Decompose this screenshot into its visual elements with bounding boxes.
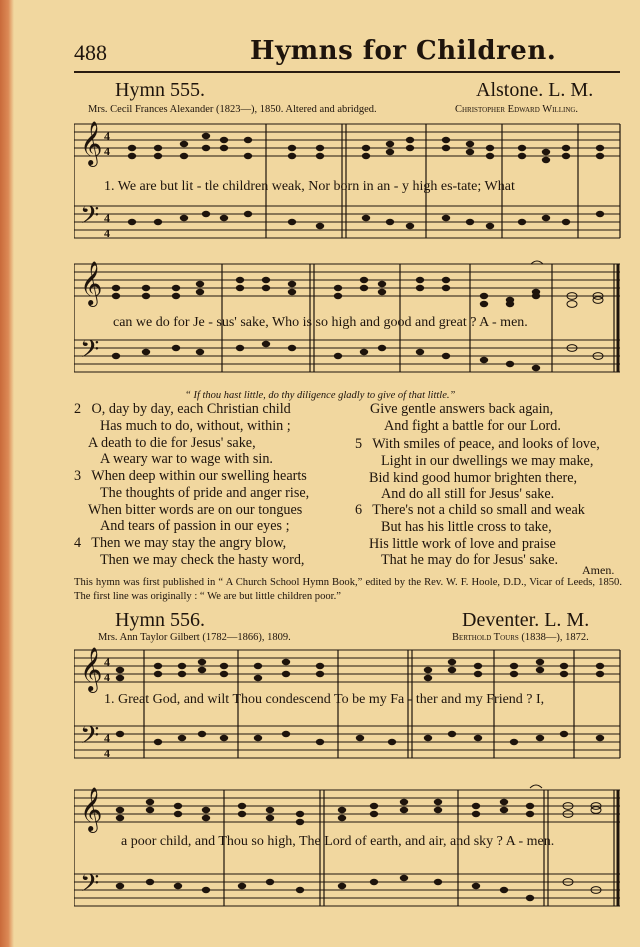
fermata-icon xyxy=(530,785,542,788)
svg-text:4: 4 xyxy=(104,655,110,669)
treble-staff xyxy=(74,124,620,156)
svg-text:4: 4 xyxy=(104,746,110,760)
stanza-6: 6 There's not a child so small and weak But has his little cross to take, His little work of love and praise That he may do for Jesus' sake. xyxy=(355,502,585,569)
hymn-556-score-system-1 xyxy=(74,644,622,774)
hymn-555-music-credit: Christopher Edward Willing. xyxy=(455,104,579,115)
hymn-555-tune: Alstone. L. M. xyxy=(476,79,594,101)
hymn-555-title: Hymn 555. xyxy=(115,79,205,101)
hymn-556-lyric-line-1: 1. Great God, and wilt Thou condescend To be my Fa - ther and my Friend ? I, xyxy=(104,692,545,707)
svg-text:4: 4 xyxy=(104,211,110,225)
scripture-quote: “ If thou hast little, do thy diligence gladly to give of that little.” xyxy=(185,390,456,401)
hymn-history-note: This hymn was first published in “ A Church School Hymn Book,” edited by the Rev. W. F. Hoole, D.D., Vicar of Leeds, 1850. The first line was originally : “ We are but little children poor.” xyxy=(74,577,622,602)
bass-clef-icon: 𝄢 xyxy=(80,870,100,903)
hymn-556-lyric-line-2: a poor child, and Thou so high, The Lord of earth, and air, and sky ? A - men. xyxy=(121,834,555,849)
amen-label: Amen. xyxy=(582,563,615,577)
stanza-4: 4 Then we may stay the angry blow, Then we may check the hasty word, xyxy=(74,535,305,568)
header-rule xyxy=(74,71,620,73)
svg-text:4: 4 xyxy=(104,670,110,684)
hymn-556-words-credit: Mrs. Ann Taylor Gilbert (1782—1866), 1809. xyxy=(98,632,291,643)
hymn-555-words-credit: Mrs. Cecil Frances Alexander (1823—), 1850. Altered and abridged. xyxy=(88,104,377,115)
stanza-3: 3 When deep within our swelling hearts The thoughts of pride and anger rise, When bitter words are on our tongues And tears of passion in our eyes ; xyxy=(74,468,310,535)
hymn-555-lyric-line-1: 1. We are but lit - tle children weak, Nor born in an - y high es-tate; What xyxy=(104,179,515,194)
stanza-4-continued: Give gentle answers back again, And fight a battle for our Lord. xyxy=(370,401,561,434)
hymn-556-tune: Deventer. L. M. xyxy=(462,609,590,631)
stanza-5: 5 With smiles of peace, and looks of love, Light in our dwellings we may make, Bid kind good humor brighten there, And do all still for Jesus' sake. xyxy=(355,436,600,503)
stanza-2: 2 O, day by day, each Christian child Has much to do, without, within ; A death to die for Jesus' sake, A weary war to wage with sin. xyxy=(74,401,291,468)
bass-clef-icon: 𝄢 xyxy=(80,336,100,369)
treble-clef-icon: 𝄞 xyxy=(80,789,103,831)
bass-clef-icon: 𝄢 xyxy=(80,722,100,755)
treble-clef-icon: 𝄞 xyxy=(80,649,103,691)
svg-text:4: 4 xyxy=(104,226,110,240)
svg-text:4: 4 xyxy=(104,144,110,158)
treble-clef-icon: 𝄞 xyxy=(80,123,103,165)
hymn-556-music-credit: Berthold Tours (1838—), 1872. xyxy=(452,632,589,643)
hymn-556-title: Hymn 556. xyxy=(115,609,205,631)
running-head: Hymns for Children. xyxy=(250,36,557,66)
page-number: 488 xyxy=(74,40,107,65)
hymn-555-lyric-line-2: can we do for Je - sus' sake, Who is so high and good and great ? A - men. xyxy=(113,315,528,330)
svg-text:4: 4 xyxy=(104,731,110,745)
page-edge-shading xyxy=(0,0,14,947)
bass-clef-icon: 𝄢 xyxy=(80,202,100,235)
treble-clef-icon: 𝄞 xyxy=(80,263,103,305)
svg-text:4: 4 xyxy=(104,129,110,143)
